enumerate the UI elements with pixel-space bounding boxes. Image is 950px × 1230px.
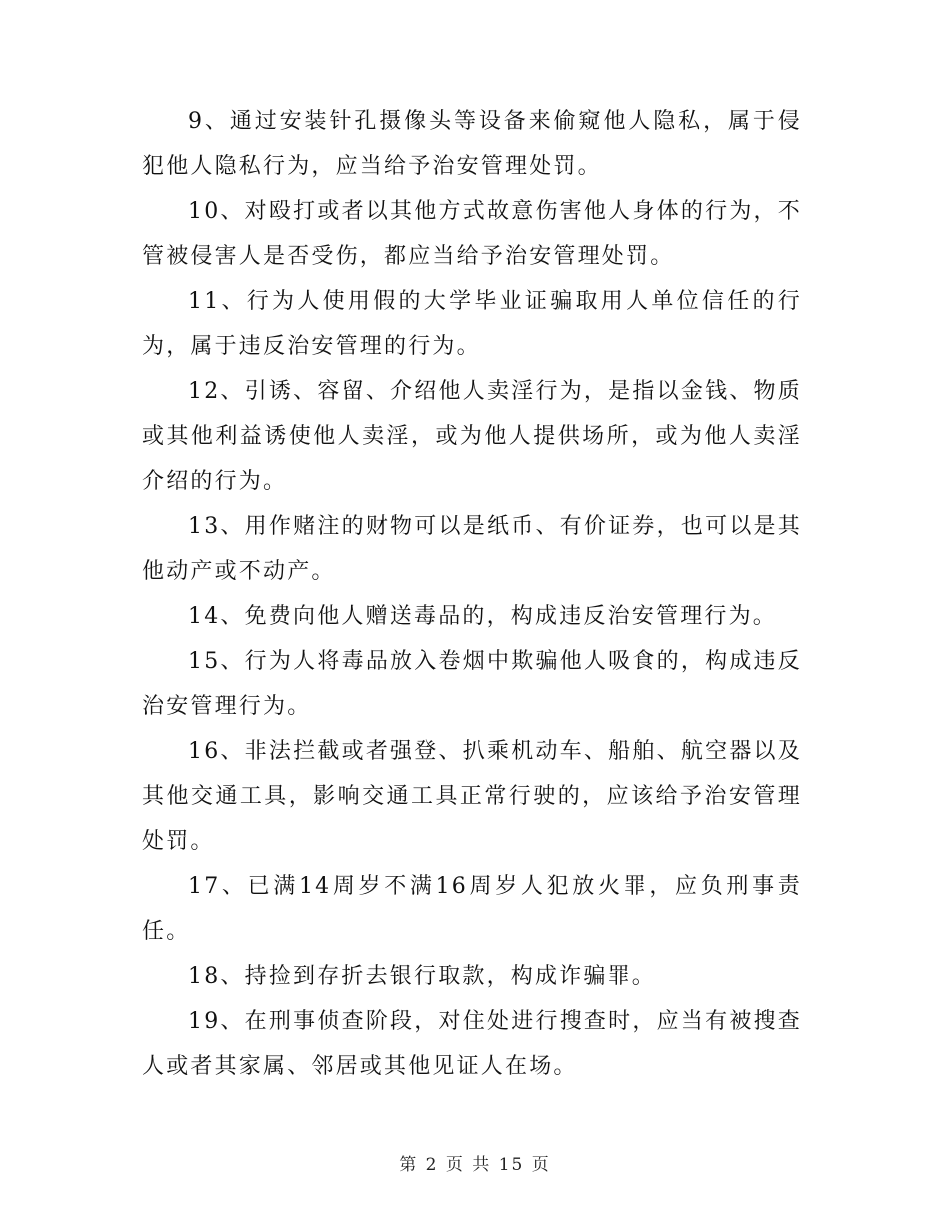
question-item-18: 18、持捡到存折去银行取款，构成诈骗罪。 — [188, 964, 656, 989]
page-number-footer: 第 2 页 共 15 页 — [399, 1155, 551, 1175]
question-item-12: 12、引诱、容留、介绍他人卖淫行为，是指以金钱、物质或其他利益诱使他人卖淫，或为他人提供场所，或为他人卖淫介绍的行为。 — [142, 379, 802, 494]
question-item-14: 14、免费向他人赠送毒品的，构成违反治安管理行为。 — [188, 604, 777, 629]
question-item-9: 9、通过安装针孔摄像头等设备来偷窥他人隐私，属于侵犯他人隐私行为，应当给予治安管理处罚。 — [142, 109, 802, 179]
question-item-17: 17、已满14周岁不满16周岁人犯放火罪，应负刑事责任。 — [142, 874, 802, 944]
question-item-10: 10、对殴打或者以其他方式故意伤害他人身体的行为，不管被侵害人是否受伤，都应当给予治安管理处罚。 — [142, 199, 802, 269]
question-item-15: 15、行为人将毒品放入卷烟中欺骗他人吸食的，构成违反治安管理行为。 — [142, 649, 802, 719]
question-item-19: 19、在刑事侦查阶段，对住处进行搜查时，应当有被搜查人或者其家属、邻居或其他见证人在场。 — [142, 1009, 802, 1079]
question-item-11: 11、行为人使用假的大学毕业证骗取用人单位信任的行为，属于违反治安管理的行为。 — [142, 289, 802, 359]
question-list — [142, 99, 802, 1089]
question-item-16: 16、非法拦截或者强登、扒乘机动车、船舶、航空器以及其他交通工具，影响交通工具正常行驶的，应该给予治安管理处罚。 — [142, 739, 802, 854]
question-item-13: 13、用作赌注的财物可以是纸币、有价证券，也可以是其他动产或不动产。 — [142, 514, 802, 584]
